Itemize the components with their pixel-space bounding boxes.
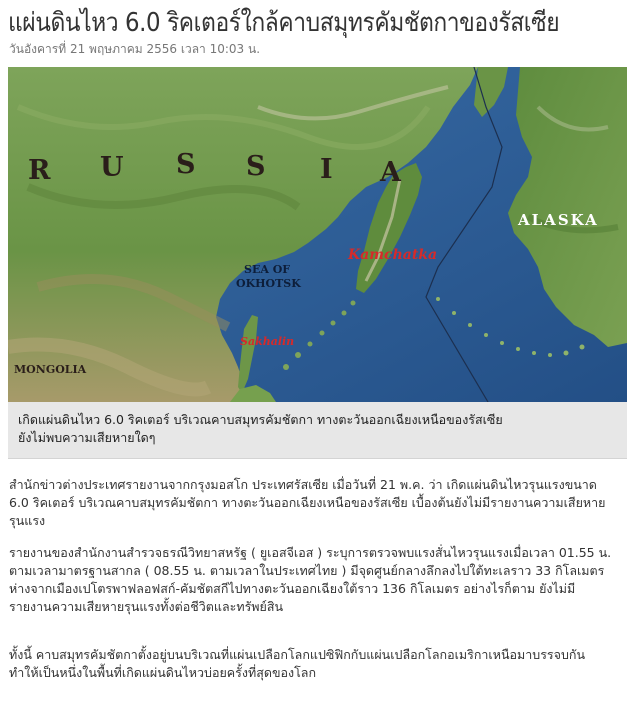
body-paragraph-2: รายงานของสำนักงานสำรวจธรณีวิทยาสหรัฐ ( ยูเอสจีเอส ) ระบุการตรวจพบแรงสั่นไหวรุนแรงเมื่อเวลา 01.55 น. ตามเวลามาตรฐานสากล ( 08.55 น. ตามเวลาในประเทศไทย ) มีจุดศูนย์กลางลึกลงไปใต้ทะเลราว 33 กิโลเมตร ห่างจากเมืองเปโตรพาฟลอฟสก์-คัมชัตสกีไปทางตะวันออกเฉียงใต้ราว 136 กิโลเมตร อย่างไรก็ตาม ยังไม่มีรายงานความเสียหายรุนแรงทั้งต่อชีวิตและทรัพย์สิน: [9, 545, 612, 614]
caption-line-1: เกิดแผ่นดินไหว 6.0 ริคเตอร์ บริเวณคาบสมุทรคัมชัตกา ทางตะวันออกเฉียงเหนือของรัสเซีย: [18, 412, 503, 427]
svg-text:S: S: [176, 149, 196, 180]
svg-text:U: U: [100, 152, 124, 183]
body-paragraph-3: ทั้งนี้ คาบสมุทรคัมชัตกาตั้งอยู่บนบริเวณที่แผ่นเปลือกโลกแปซิฟิกกับแผ่นเปลือกโลกอเมริกาเหนือมาบรรจบกัน ทำให้เป็นหนึ่งในพื้นที่เกิดแผ่นดินไหวบ่อยครั้งที่สุดของโลก: [9, 647, 585, 680]
article-photo-map: [8, 67, 627, 402]
kamchatka-label: Kamchatka: [348, 247, 438, 263]
caption-line-2: ยังไม่พบความเสียหายใดๆ: [18, 430, 156, 445]
svg-text:I: I: [320, 154, 333, 185]
svg-text:A: A: [380, 157, 401, 188]
svg-text:R: R: [28, 155, 51, 186]
sea-of-okhotsk-label-line1: SEA OF: [244, 263, 291, 276]
article-title: แผ่นดินไหว 6.0 ริคเตอร์ใกล้คาบสมุทรคัมชัตกาของรัสเซีย: [8, 8, 560, 38]
sakhalin-label: Sakhalin: [240, 335, 295, 348]
body-paragraph-1: สำนักข่าวต่างประเทศรายงานจากกรุงมอสโก ประเทศรัสเซีย เมื่อวันที่ 21 พ.ค. ว่า เกิดแผ่นดินไหวรุนแรงขนาด 6.0 ริคเตอร์ บริเวณคาบสมุทรคัมชัตกา ทางตะวันออกเฉียงเหนือของรัสเซีย เบื้องต้นยังไม่มีรายงานความเสียหายรุนแรง: [9, 477, 606, 528]
svg-text:S: S: [246, 151, 266, 182]
article-date: วันอังคารที่ 21 พฤษภาคม 2556 เวลา 10:03 น.: [9, 42, 261, 56]
mongolia-label: MONGOLIA: [14, 363, 87, 376]
sea-of-okhotsk-label-line2: OKHOTSK: [236, 277, 301, 290]
alaska-label: ALASKA: [518, 211, 599, 229]
photo-caption: [8, 402, 627, 459]
